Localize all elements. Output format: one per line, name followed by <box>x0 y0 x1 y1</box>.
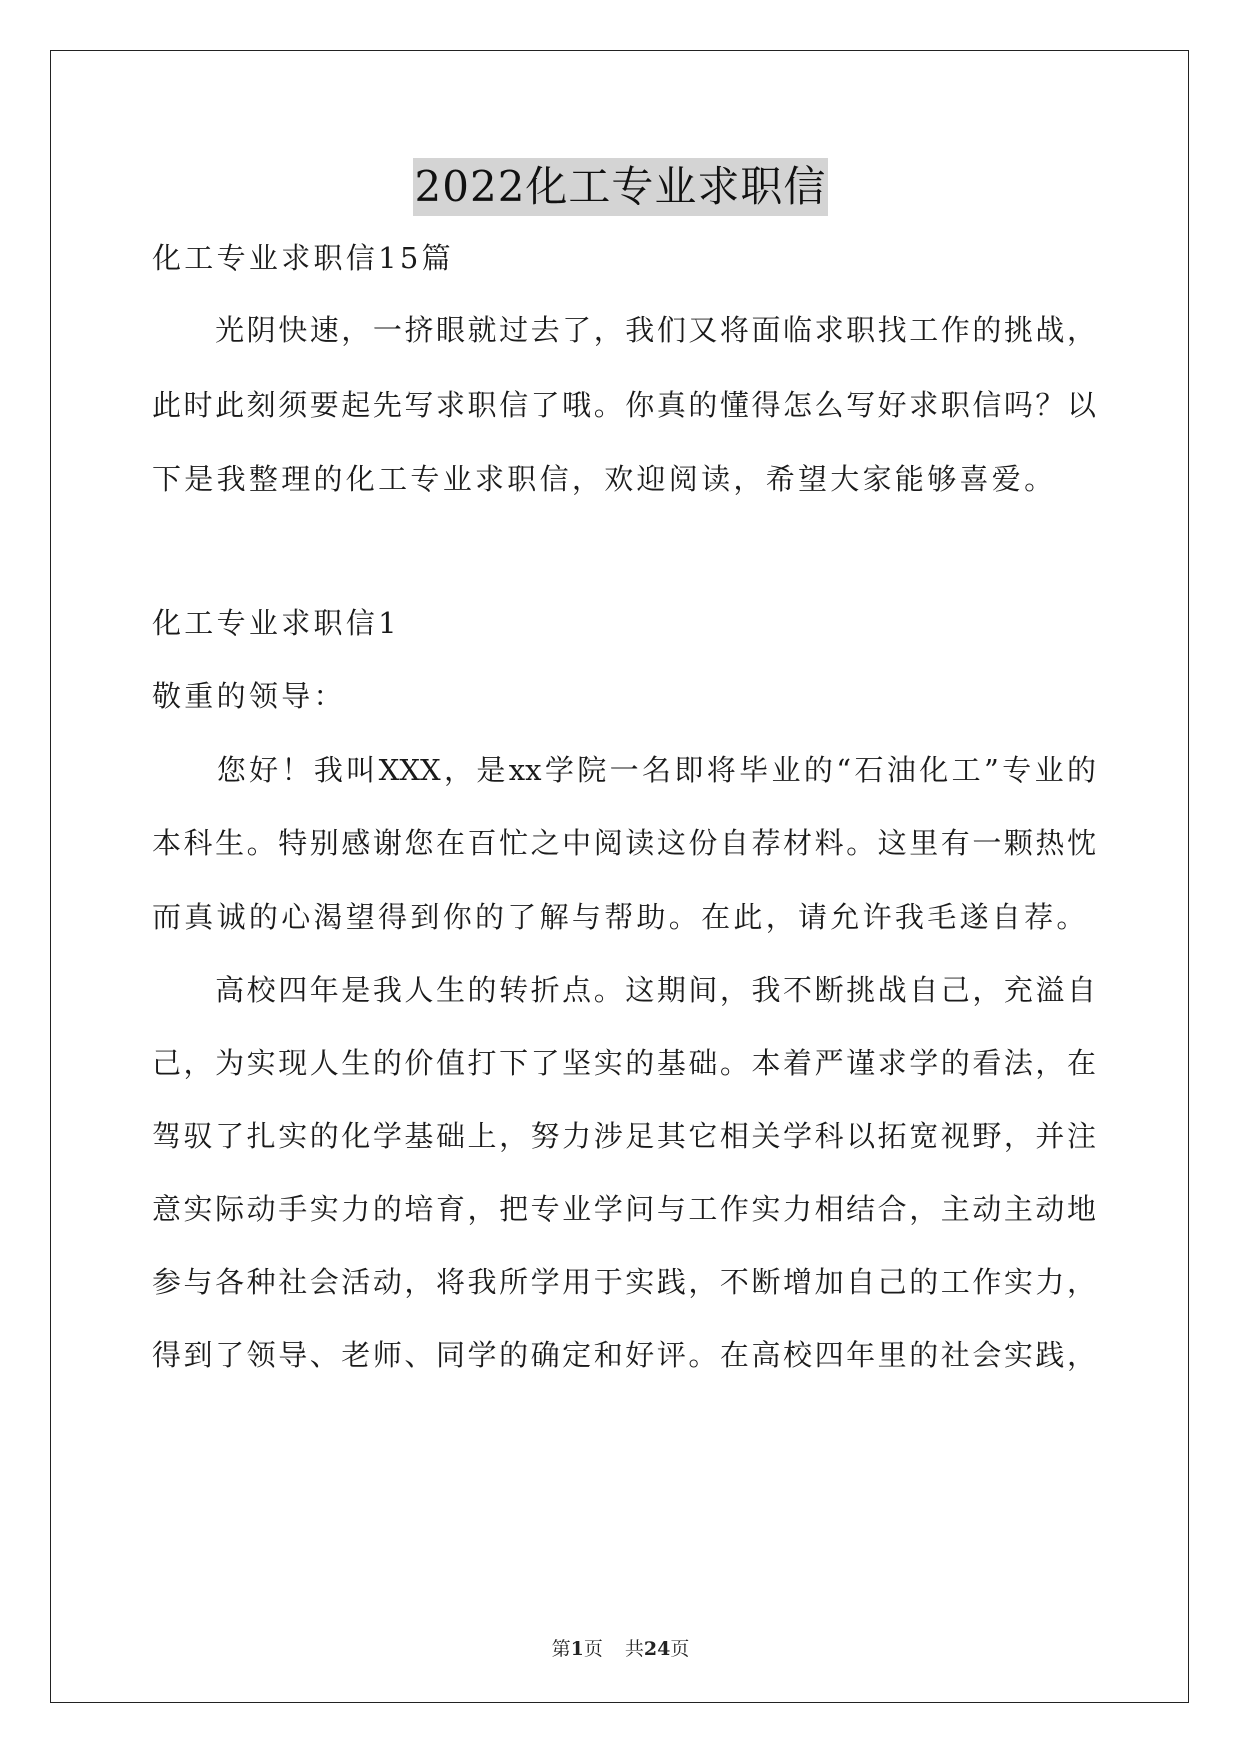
body-line-9: 得到了领导、老师、同学的确定和好评。在高校四年里的社会实践， <box>152 1338 1096 1372</box>
intro-line-1: 光阴快速，一挤眼就过去了，我们又将面临求职找工作的挑战， <box>152 313 1096 347</box>
page-prefix: 第 <box>551 1638 571 1660</box>
body-line-7: 意实际动手实力的培育，把专业学问与工作实力相结合，主动主动地 <box>152 1192 1096 1226</box>
page-border <box>50 50 1189 1703</box>
intro-line-2: 此时此刻须要起先写求职信了哦。你真的懂得怎么写好求职信吗？以 <box>152 388 1096 422</box>
total-suffix: 页 <box>670 1638 690 1660</box>
subtitle-line: 化工专业求职信15篇 <box>152 241 454 275</box>
section-heading: 化工专业求职信1 <box>152 606 400 640</box>
page-number: 1 <box>570 1638 584 1660</box>
salutation-line: 敬重的领导： <box>152 679 346 713</box>
body-line-4: 高校四年是我人生的转折点。这期间，我不断挑战自己，充溢自 <box>152 973 1096 1007</box>
document-title: 2022化工专业求职信 <box>413 158 829 216</box>
page-suffix: 页 <box>583 1638 603 1660</box>
body-line-6: 驾驭了扎实的化学基础上，努力涉足其它相关学科以拓宽视野，并注 <box>152 1119 1096 1153</box>
title-container <box>0 158 1241 216</box>
body-line-2: 本科生。特别感谢您在百忙之中阅读这份自荐材料。这里有一颗热忱 <box>152 826 1096 860</box>
body-line-5: 己，为实现人生的价值打下了坚实的基础。本着严谨求学的看法，在 <box>152 1046 1096 1080</box>
body-line-1: 您好！我叫XXX，是xx学院一名即将毕业的“石油化工”专业的 <box>152 753 1096 787</box>
total-prefix: 共 <box>624 1638 644 1660</box>
page-footer <box>0 1636 1241 1662</box>
body-line-8: 参与各种社会活动，将我所学用于实践，不断增加自己的工作实力， <box>152 1265 1096 1299</box>
total-pages: 24 <box>643 1638 671 1660</box>
intro-line-3: 下是我整理的化工专业求职信，欢迎阅读，希望大家能够喜爱。 <box>152 462 1057 496</box>
body-line-3: 而真诚的心渴望得到你的了解与帮助。在此，请允许我毛遂自荐。 <box>152 900 1089 934</box>
